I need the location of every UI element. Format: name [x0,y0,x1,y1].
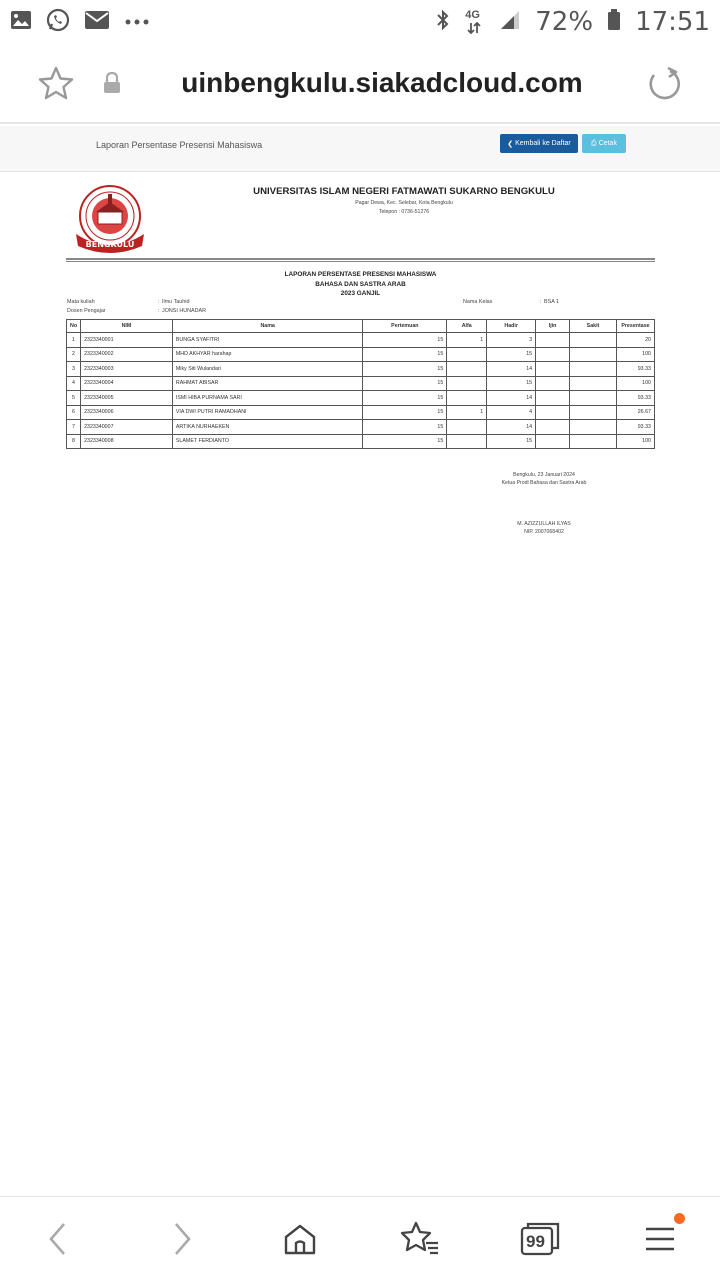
cell-hadir: 15 [487,347,536,362]
cell-nim: 2323340006 [81,405,173,420]
cell-presentase: 100 [616,347,654,362]
cell-no: 8 [67,434,81,449]
cell-nama: Miky Siti Wulandari [172,362,363,377]
cell-hadir: 3 [487,333,536,348]
cell-ijin [536,434,570,449]
cell-nama: RAHMAT ABISAR [172,376,363,391]
more-notifications-icon [124,13,150,31]
cell-sakit [570,420,617,435]
cell-hadir: 4 [487,405,536,420]
cell-ijin [536,391,570,406]
clock: 17:51 [635,7,710,37]
cell-pertemuan: 15 [363,420,447,435]
cell-sakit [570,391,617,406]
table-row [67,362,655,377]
class-label: Nama Kelas [463,299,493,305]
cell-pertemuan: 15 [363,391,447,406]
forward-button[interactable] [156,1215,208,1263]
cell-hadir: 15 [487,434,536,449]
university-phone: Telepon : 0736-51276 [378,209,430,215]
header-no: No [67,320,81,333]
table-row [67,347,655,362]
signature-role: Ketua Prodi Bahasa dan Sastra Arab [501,480,587,486]
cell-no: 3 [67,362,81,377]
menu-button[interactable] [634,1215,686,1263]
bluetooth-icon [435,8,451,37]
table-row [67,420,655,435]
report-title-line3: 2023 GANJIL [340,290,381,297]
chevron-left-icon [46,1221,70,1257]
cell-nim: 2323340004 [81,376,173,391]
cell-nama: SLAMET FERDIANTO [172,434,363,449]
course-label: Mata kuliah [67,299,95,305]
university-name: UNIVERSITAS ISLAM NEGERI FATMAWATI SUKARNO BENGKULU [253,186,555,197]
cell-no: 1 [67,333,81,348]
cell-hadir: 14 [487,362,536,377]
table-row [67,376,655,391]
cell-ijin [536,405,570,420]
cell-ijin [536,362,570,377]
cell-ijin [536,347,570,362]
whatsapp-icon [46,8,70,37]
cell-no: 4 [67,376,81,391]
home-icon [283,1223,317,1255]
cell-presentase: 100 [616,376,654,391]
cell-sakit [570,362,617,377]
lecturer-value: JONSI HUNADAR [162,308,207,314]
cell-nim: 2323340001 [81,333,173,348]
cell-ijin [536,376,570,391]
colon: : [158,308,160,314]
cell-nim: 2323340007 [81,420,173,435]
cell-no: 5 [67,391,81,406]
battery-percent: 72% [535,7,594,37]
cell-nim: 2323340002 [81,347,173,362]
letterhead [216,186,592,215]
header-pertemuan: Pertemuan [363,320,447,333]
header-ijin: Ijin [536,320,570,333]
cell-nama: MHD AKHYAR harahap [172,347,363,362]
cell-sakit [570,434,617,449]
signature-nip: NIP. 2007068402 [524,529,564,535]
cell-nama: VIA DWI PUTRI RAMADHANI [172,405,363,420]
tabs-button[interactable] [514,1215,566,1263]
cell-presentase: 100 [616,434,654,449]
cell-alfa [447,347,487,362]
home-button[interactable] [274,1215,326,1263]
table-header-row [67,320,655,333]
bookmark-star-icon[interactable] [38,66,74,105]
cell-pertemuan: 15 [363,333,447,348]
cell-alfa: 1 [447,333,487,348]
report-title [66,270,655,299]
back-button[interactable] [32,1215,84,1263]
cell-no: 7 [67,420,81,435]
network-label: 4G [465,9,480,21]
cell-pertemuan: 15 [363,405,447,420]
cell-no: 2 [67,347,81,362]
back-to-list-label: Kembali ke Daftar [515,140,571,147]
cell-nim: 2323340005 [81,391,173,406]
lock-icon [103,72,121,99]
cell-presentase: 93.33 [616,362,654,377]
page-toolbar [0,126,720,172]
cell-pertemuan: 15 [363,434,447,449]
cell-alfa [447,391,487,406]
cell-alfa [447,420,487,435]
header-alfa: Alfa [447,320,487,333]
colon: : [540,299,542,305]
chevron-right-icon [170,1221,194,1257]
cell-alfa [447,434,487,449]
cell-pertemuan: 15 [363,376,447,391]
print-icon: ⎙ [591,139,597,147]
bookmark-list-icon [400,1221,440,1257]
university-address: Pagar Dewa, Kec. Selebar, Kota Bengkulu [355,200,453,206]
cell-alfa: 1 [447,405,487,420]
cell-pertemuan: 15 [363,362,447,377]
table-row [67,405,655,420]
header-sakit: Sakit [570,320,617,333]
lecturer-label: Dosen Pengajar [67,308,106,314]
letterhead-divider [66,258,655,262]
cell-nim: 2323340003 [81,362,173,377]
network-4g-icon [465,9,485,35]
table-row [67,333,655,348]
back-to-list-button[interactable] [500,134,578,153]
cell-pertemuan: 15 [363,347,447,362]
report-title-line2: BAHASA DAN SASTRA ARAB [315,280,406,288]
status-bar [0,0,720,44]
tabs-count: 99 [526,1232,545,1251]
print-label: Cetak [598,140,617,147]
cell-hadir: 14 [487,420,536,435]
colon: : [158,299,160,305]
header-presentase: Presentase [616,320,654,333]
print-button[interactable] [582,134,626,153]
signature-name-block [466,520,622,536]
report-title-line1: LAPORAN PERSENTASE PRESENSI MAHASISWA [284,271,437,278]
notification-dot [674,1213,685,1224]
cell-hadir: 14 [487,391,536,406]
signature-place-date: Bengkulu, 23 Januari 2024 [513,472,575,478]
cell-presentase: 20 [616,333,654,348]
gallery-icon [10,10,32,35]
header-nim: NIM [81,320,173,333]
signal-icon [499,9,521,36]
mail-icon [84,10,110,35]
table-row [67,434,655,449]
cell-nama: BUNGA SYAFITRI [172,333,363,348]
logo-text: BENGKULU [85,240,135,249]
cell-ijin [536,333,570,348]
cell-ijin [536,420,570,435]
cell-presentase: 93.33 [616,391,654,406]
page-title: Laporan Persentase Presensi Mahasiswa [96,140,263,150]
cell-hadir: 15 [487,376,536,391]
cell-alfa [447,362,487,377]
university-logo [72,184,148,256]
address-bar [0,44,720,124]
cell-no: 6 [67,405,81,420]
menu-icon [644,1225,676,1253]
cell-alfa [447,376,487,391]
signature-block [466,471,622,487]
table-row [67,391,655,406]
bookmarks-button[interactable] [394,1215,446,1263]
cell-presentase: 93.33 [616,420,654,435]
battery-icon [607,9,621,36]
header-hadir: Hadir [487,320,536,333]
class-value: BSA 1 [544,299,559,305]
cell-nama: ISMI HIBA PURNAMA SARI [172,391,363,406]
cell-presentase: 26.67 [616,405,654,420]
course-value: Ilmu Tauhid [162,299,190,305]
browser-bottom-bar [0,1196,720,1280]
cell-sakit [570,347,617,362]
cell-sakit [570,405,617,420]
cell-nama: ARTIKA NURHAEKEN [172,420,363,435]
attendance-table [66,319,655,449]
chevron-left-icon: ❮ [507,140,514,148]
header-nama: Nama [172,320,363,333]
cell-sakit [570,376,617,391]
url-text[interactable]: uinbengkulu.siakadcloud.com [181,67,583,98]
reload-icon[interactable] [646,66,682,107]
signature-name: M. AZIZZULLAH ILYAS [517,521,571,527]
cell-nim: 2323340008 [81,434,173,449]
cell-sakit [570,333,617,348]
